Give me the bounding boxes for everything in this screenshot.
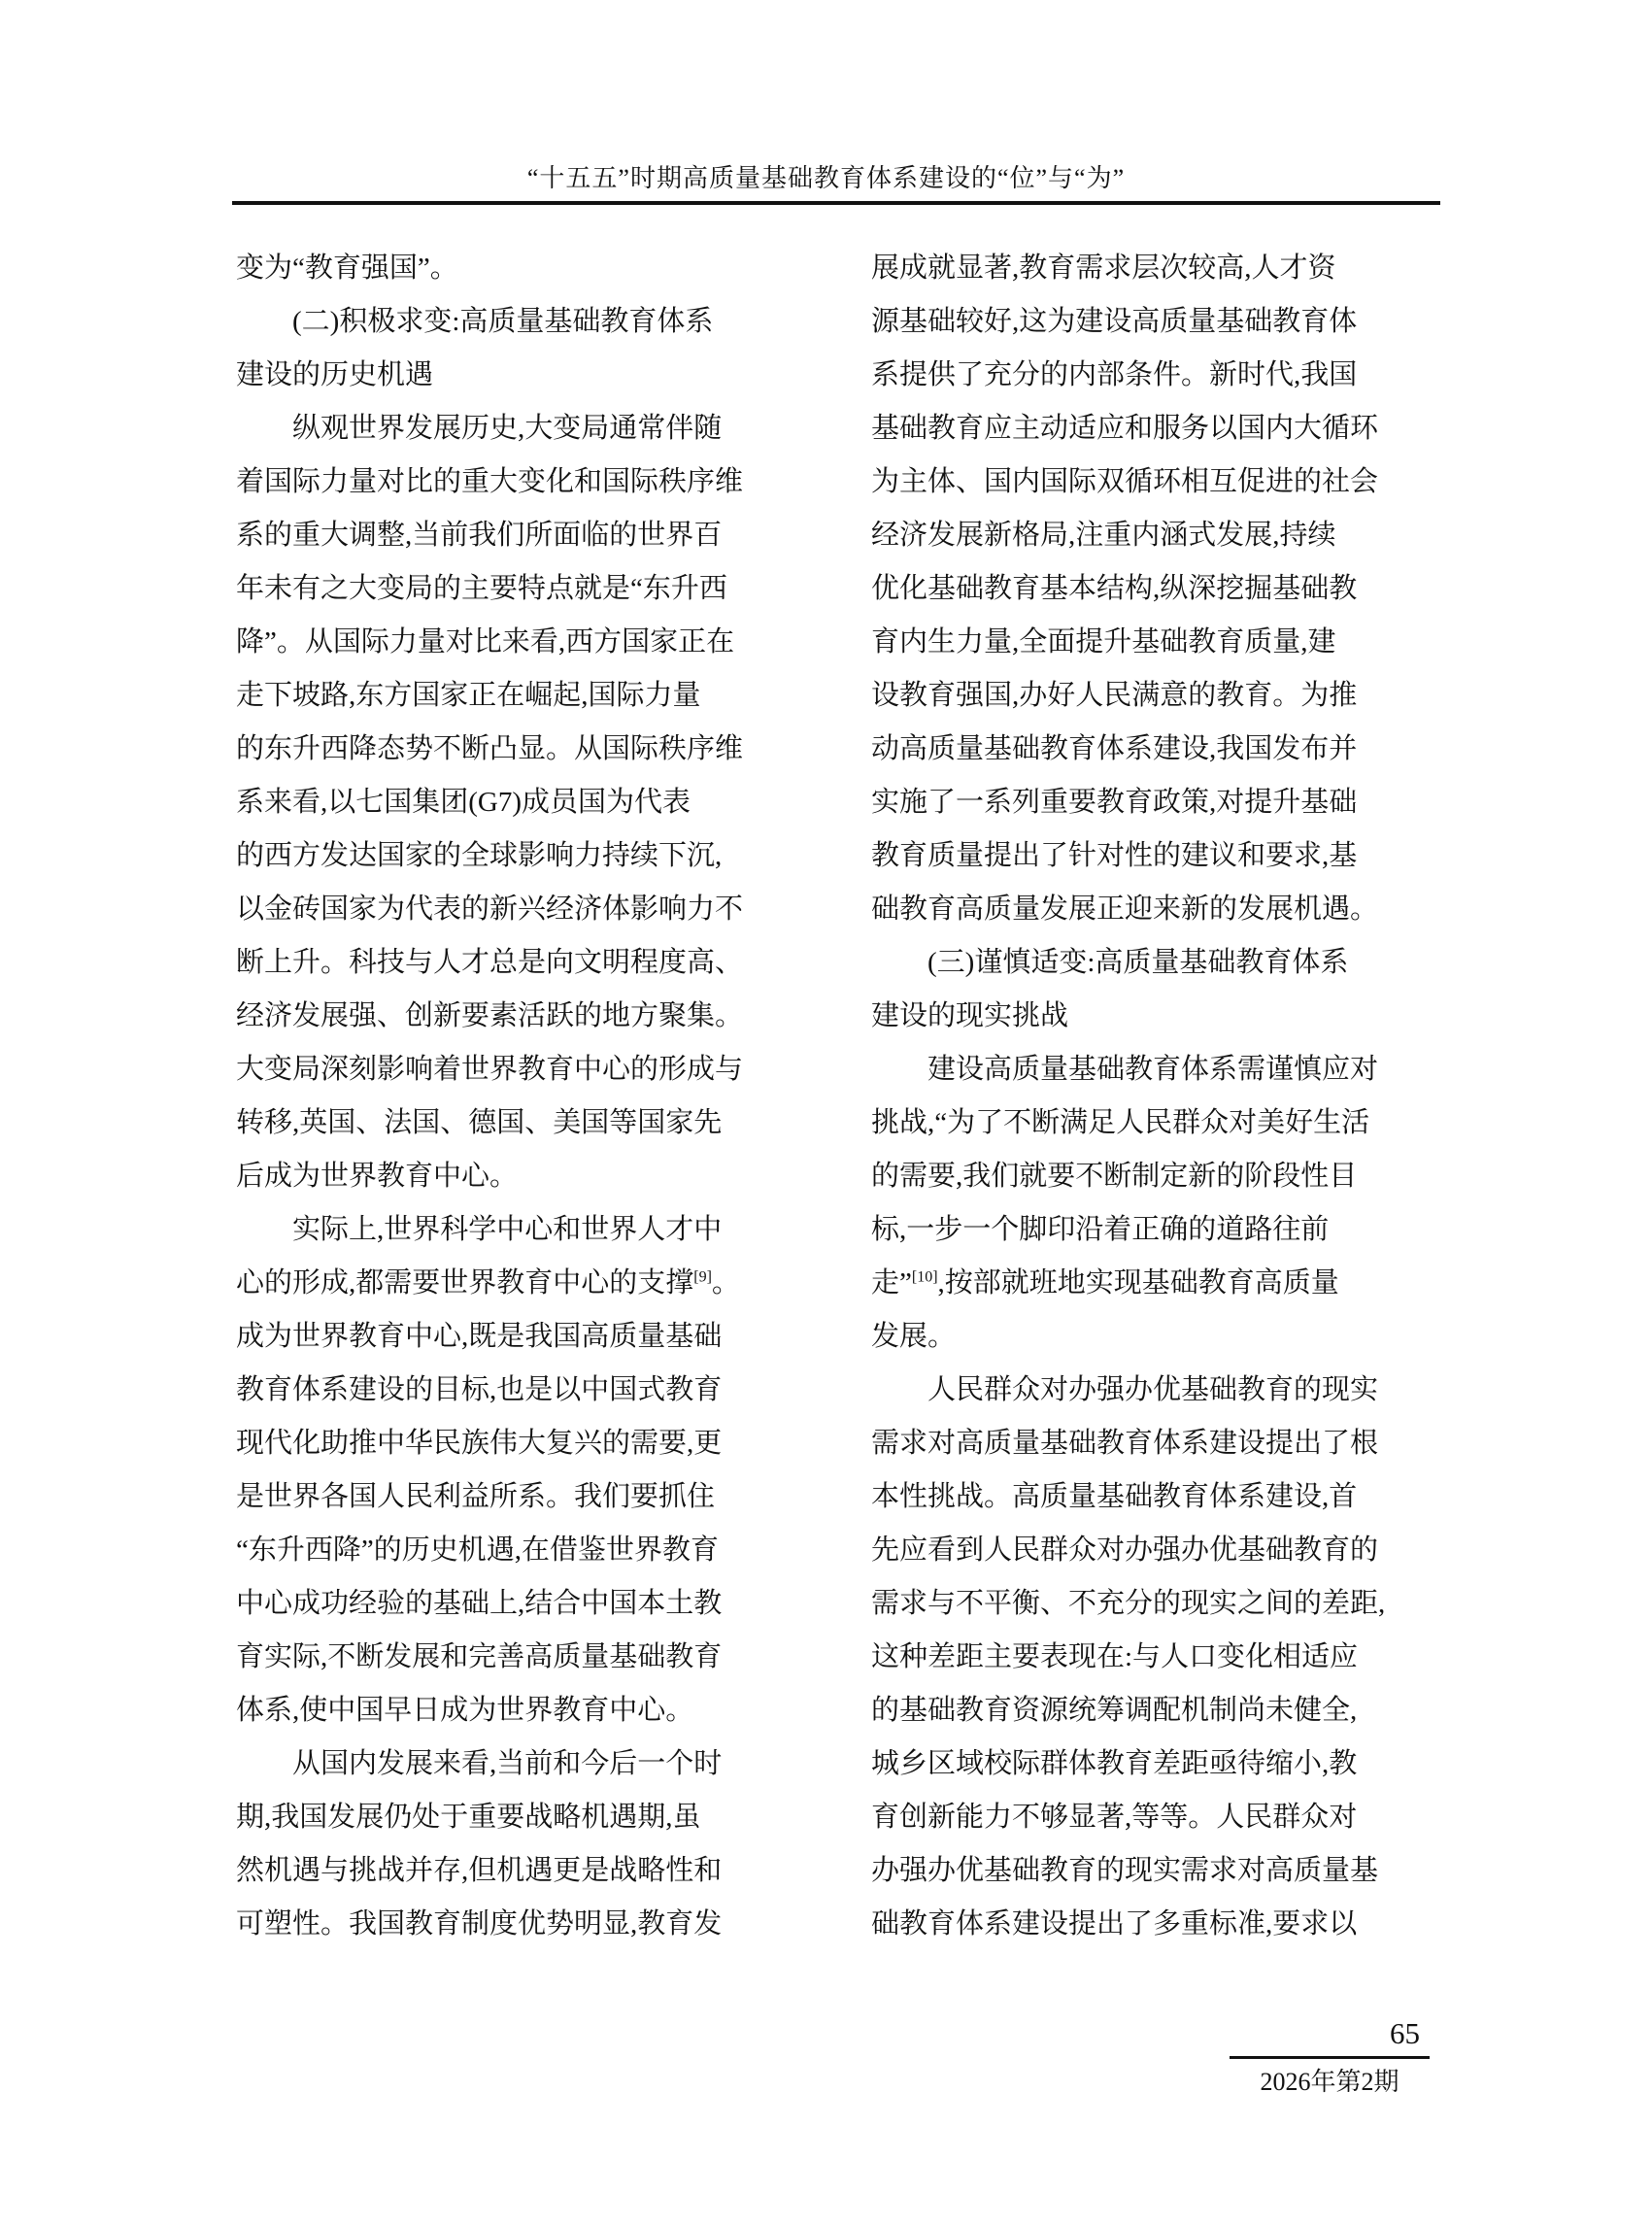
text-segment: 然机遇与挑战并存,但机遇更是战略性和 [236, 1855, 723, 1886]
text-line [236, 1737, 803, 1791]
text-segment: (三)谨慎适变:高质量基础教育体系 [927, 947, 1349, 978]
text-line [871, 829, 1438, 883]
text-line [236, 402, 803, 455]
text-segment: 的西方发达国家的全球影响力持续下沉, [236, 840, 723, 871]
text-segment: 需求与不平衡、不充分的现实之间的差距, [871, 1588, 1386, 1619]
text-line [236, 669, 803, 723]
text-segment: 期,我国发展仍处于重要战略机遇期,虽 [236, 1802, 701, 1833]
text-segment: 年未有之大变局的主要特点就是“东升西 [236, 573, 727, 604]
footer-rule [1230, 2056, 1430, 2059]
text-line [236, 562, 803, 616]
text-line [871, 1310, 1438, 1364]
text-segment: 的基础教育资源统筹调配机制尚未健全, [871, 1695, 1358, 1726]
text-line [236, 723, 803, 776]
text-segment: 转移,英国、法国、德国、美国等国家先 [236, 1107, 723, 1138]
page-number: 65 [1390, 2016, 1420, 2050]
text-line [236, 829, 803, 883]
text-line [871, 1150, 1438, 1203]
text-segment: 建设高质量基础教育体系需谨慎应对 [927, 1054, 1379, 1085]
text-segment: ,按部就班地实现基础教育高质量 [937, 1267, 1339, 1298]
footnote-ref: [9] [693, 1268, 712, 1286]
text-segment: 设教育强国,办好人民满意的教育。为推 [871, 680, 1358, 711]
text-line [871, 1203, 1438, 1257]
text-segment: 基础教育应主动适应和服务以国内大循环 [871, 413, 1379, 444]
page-footer [1230, 2016, 1430, 2099]
text-line [236, 1844, 803, 1898]
text-line [236, 1524, 803, 1577]
header-rule [232, 201, 1440, 205]
text-line [871, 242, 1438, 295]
text-column-left [236, 242, 803, 1951]
text-line [871, 295, 1438, 349]
text-line [871, 562, 1438, 616]
text-segment: 纵观世界发展历史,大变局通常伴随 [292, 413, 723, 444]
text-line [871, 723, 1438, 776]
text-segment: 本性挑战。高质量基础教育体系建设,首 [871, 1481, 1358, 1512]
text-segment: 育创新能力不够显著,等等。人民群众对 [871, 1802, 1358, 1833]
text-segment: 建设的现实挑战 [871, 1000, 1069, 1031]
text-line [871, 883, 1438, 936]
text-segment: 降”。从国际力量对比来看,西方国家正在 [236, 626, 735, 658]
text-segment: 础教育体系建设提出了多重标准,要求以 [871, 1908, 1358, 1939]
text-line [236, 616, 803, 669]
text-line [236, 1577, 803, 1631]
text-segment: 走下坡路,东方国家正在崛起,国际力量 [236, 680, 701, 711]
text-segment: 教育质量提出了针对性的建议和要求,基 [871, 840, 1358, 871]
text-segment: 为主体、国内国际双循环相互促进的社会 [871, 466, 1379, 497]
text-line [236, 1417, 803, 1470]
text-line [871, 1364, 1438, 1417]
text-line [236, 1470, 803, 1524]
text-line [236, 242, 803, 295]
text-segment: “东升西降”的历史机遇,在借鉴世界教育 [236, 1535, 719, 1566]
text-segment: 断上升。科技与人才总是向文明程度高、 [236, 947, 744, 978]
text-segment: 人民群众对办强办优基础教育的现实 [927, 1374, 1379, 1405]
section-heading-line [871, 936, 1438, 990]
text-segment: 成为世界教育中心,既是我国高质量基础 [236, 1321, 723, 1352]
text-line [871, 1577, 1438, 1631]
text-segment: 教育体系建设的目标,也是以中国式教育 [236, 1374, 723, 1405]
text-line [871, 1417, 1438, 1470]
text-line [871, 455, 1438, 509]
section-heading-line [236, 295, 803, 349]
text-column-right [871, 242, 1438, 1951]
text-line [236, 1898, 803, 1951]
text-line [236, 883, 803, 936]
text-segment: 着国际力量对比的重大变化和国际秩序维 [236, 466, 744, 497]
text-segment: 城乡区域校际群体教育差距亟待缩小,教 [871, 1748, 1358, 1779]
text-line [871, 1470, 1438, 1524]
text-line [871, 349, 1438, 402]
text-segment: 建设的历史机遇 [236, 359, 434, 390]
text-line [236, 1150, 803, 1203]
text-line [871, 616, 1438, 669]
text-line [236, 1631, 803, 1684]
text-segment: 现代化助推中华民族伟大复兴的需要,更 [236, 1428, 723, 1459]
text-line [236, 509, 803, 562]
text-segment: 大变局深刻影响着世界教育中心的形成与 [236, 1054, 744, 1085]
text-line [236, 1043, 803, 1096]
text-segment: 的需要,我们就要不断制定新的阶段性目 [871, 1161, 1358, 1192]
text-line [236, 1310, 803, 1364]
footnote-ref: [10] [911, 1268, 938, 1286]
text-segment: 挑战,“为了不断满足人民群众对美好生活 [871, 1107, 1370, 1138]
text-segment: 的东升西降态势不断凸显。从国际秩序维 [236, 733, 744, 764]
text-segment: 心的形成,都需要世界教育中心的支撑 [236, 1267, 694, 1298]
text-line [871, 1791, 1438, 1844]
text-segment: 发展。 [871, 1321, 957, 1352]
running-head-title: “十五五”时期高质量基础教育体系建设的“位”与“为” [526, 164, 1126, 192]
text-segment: 后成为世界教育中心。 [236, 1161, 519, 1192]
text-segment: 。 [711, 1267, 740, 1298]
text-segment: 办强办优基础教育的现实需求对高质量基 [871, 1855, 1379, 1886]
text-line [236, 1257, 803, 1310]
text-segment: 实际上,世界科学中心和世界人才中 [292, 1214, 723, 1245]
text-segment: 础教育高质量发展正迎来新的发展机遇。 [871, 894, 1379, 925]
text-segment: 系来看,以七国集团(G7)成员国为代表 [236, 787, 691, 818]
text-line [871, 776, 1438, 829]
section-heading-line [236, 349, 803, 402]
text-line [236, 1364, 803, 1417]
text-segment: (二)积极求变:高质量基础教育体系 [292, 306, 714, 337]
text-line [871, 1737, 1438, 1791]
text-line [871, 1898, 1438, 1951]
text-line [871, 402, 1438, 455]
text-segment: 优化基础教育基本结构,纵深挖掘基础教 [871, 573, 1358, 604]
text-line [236, 990, 803, 1043]
text-line [871, 669, 1438, 723]
text-segment: 这种差距主要表现在:与人口变化相适应 [871, 1641, 1359, 1672]
text-line [236, 455, 803, 509]
text-segment: 经济发展强、创新要素活跃的地方聚集。 [236, 1000, 744, 1031]
text-line [871, 1096, 1438, 1150]
text-segment: 育内生力量,全面提升基础教育质量,建 [871, 626, 1336, 658]
text-segment: 变为“教育强国”。 [236, 253, 458, 284]
text-segment: 先应看到人民群众对办强办优基础教育的 [871, 1535, 1379, 1566]
text-line [871, 1043, 1438, 1096]
text-segment: 经济发展新格局,注重内涵式发展,持续 [871, 520, 1336, 551]
text-segment: 系的重大调整,当前我们所面临的世界百 [236, 520, 723, 551]
text-line [236, 1096, 803, 1150]
text-line [236, 1684, 803, 1737]
text-line [871, 1844, 1438, 1898]
text-segment: 动高质量基础教育体系建设,我国发布并 [871, 733, 1358, 764]
text-segment: 展成就显著,教育需求层次较高,人才资 [871, 253, 1336, 284]
text-line [236, 936, 803, 990]
text-segment: 系提供了充分的内部条件。新时代,我国 [871, 359, 1358, 390]
section-heading-line [871, 990, 1438, 1043]
text-line [871, 1684, 1438, 1737]
text-line [236, 776, 803, 829]
text-segment: 是世界各国人民利益所系。我们要抓住 [236, 1481, 716, 1512]
text-line [871, 1631, 1438, 1684]
text-line [871, 1257, 1438, 1310]
text-segment: 育实际,不断发展和完善高质量基础教育 [236, 1641, 723, 1672]
journal-issue: 2026年第2期 [1260, 2068, 1399, 2096]
text-segment: 源基础较好,这为建设高质量基础教育体 [871, 306, 1358, 337]
text-segment: 体系,使中国早日成为世界教育中心。 [236, 1695, 694, 1726]
text-segment: 实施了一系列重要教育政策,对提升基础 [871, 787, 1358, 818]
text-segment: 标,一步一个脚印沿着正确的道路往前 [871, 1214, 1330, 1245]
text-segment: 走” [871, 1267, 912, 1298]
text-segment: 从国内发展来看,当前和今后一个时 [292, 1748, 723, 1779]
text-line [871, 1524, 1438, 1577]
text-line [236, 1791, 803, 1844]
text-segment: 需求对高质量基础教育体系建设提出了根 [871, 1428, 1379, 1459]
text-segment: 中心成功经验的基础上,结合中国本土教 [236, 1588, 723, 1619]
text-line [871, 509, 1438, 562]
text-segment: 可塑性。我国教育制度优势明显,教育发 [236, 1908, 723, 1939]
text-line [236, 1203, 803, 1257]
text-segment: 以金砖国家为代表的新兴经济体影响力不 [236, 894, 744, 925]
